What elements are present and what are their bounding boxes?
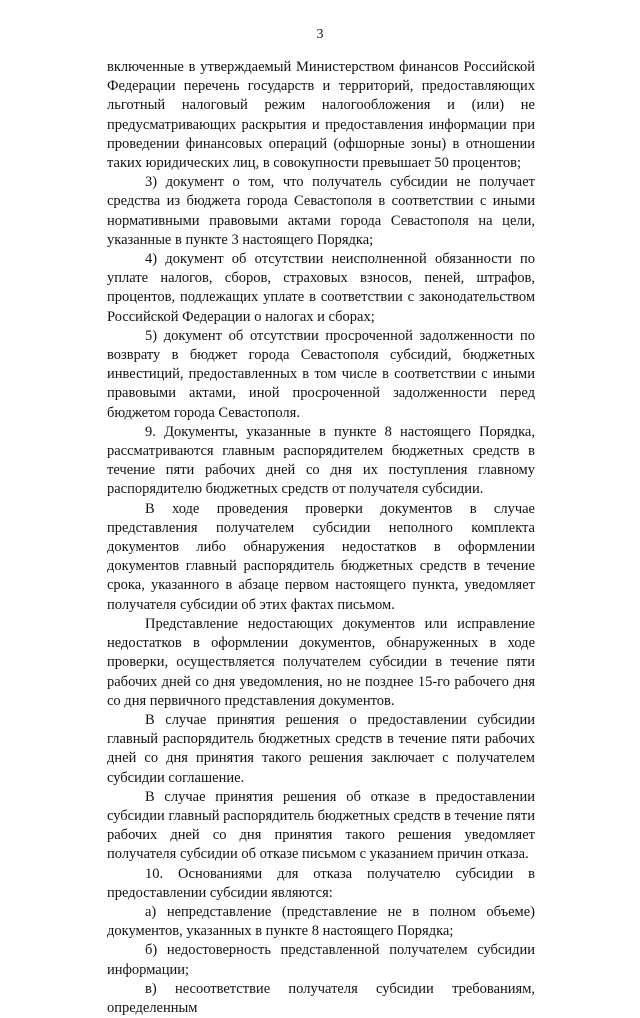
page-number: 3: [316, 27, 324, 42]
paragraph-clause-10-a: а) непредставление (представление не в полном объеме) документов, указанных в пункте 8 настоящего Порядка;: [107, 903, 535, 940]
paragraph-clause-9-check: В ходе проведения проверки документов в случае представления получателем субсидии неполного комплекта документов либо обнаружения недостатков в оформлении документов главный распорядитель бюджетных средств в течение срока, указанного в абзаце первом настоящего пункта, уведомляет получателя субсидии об этих фактах письмом.: [107, 500, 535, 613]
paragraph-clause-9-correction: Представление недостающих документов или исправление недостатков в оформлении документов, обнаруженных в ходе проверки, осуществляется получателем субсидии в течение пяти рабочих дней со дня уведомления, но не позднее 15-го рабочего дня со дня первичного представления документов.: [107, 615, 535, 709]
paragraph-item-3: 3) документ о том, что получатель субсидии не получает средства из бюджета города Севастополя в соответствии с иными нормативными правовыми актами города Севастополя на цели, указанные в пункте 3 настоящего Порядка;: [107, 174, 535, 248]
paragraph-clause-9-approval: В случае принятия решения о предоставлении субсидии главный распорядитель бюджетных средств в течение пяти рабочих дней со дня принятия такого решения заключает с получателем субсидии соглашение.: [107, 711, 535, 786]
document-body: [107, 58, 535, 1018]
paragraph-clause-10: 10. Основаниями для отказа получателю субсидии в предоставлении субсидии являются:: [107, 865, 535, 901]
paragraph-clause-10-b: б) недостоверность представленной получателем субсидии информации;: [107, 942, 535, 978]
paragraph-clause-10-v: в) несоответствие получателя субсидии требованиям, определенным: [107, 980, 535, 1016]
paragraph-item-5: 5) документ об отсутствии просроченной задолженности по возврату в бюджет города Севастополя субсидий, бюджетных инвестиций, предоставленных в том числе в соответствии с иными правовыми актами, иной просроченной задолженности перед бюджетом города Севастополя.: [107, 327, 535, 421]
paragraph-clause-9: 9. Документы, указанные в пункте 8 настоящего Порядка, рассматриваются главным распорядителем бюджетных средств в течение пяти рабочих дней со дня их поступления главному распорядителю бюджетных средств от получателя субсидии.: [107, 423, 535, 498]
paragraph-continuation: включенные в утверждаемый Министерством финансов Российской Федерации перечень государств и территорий, предоставляющих льготный налоговый режим налогообложения и (или) не предусматривающих раскрытия и предоставления информации при проведении финансовых операций (офшорные зоны) в отношении таких юридических лиц, в совокупности превышает 50 процентов;: [107, 59, 535, 172]
paragraph-clause-9-refusal: В случае принятия решения об отказе в предоставлении субсидии главный распорядитель бюджетных средств в течение пяти рабочих дней со дня принятия такого решения уведомляет получателя субсидии об отказе письмом с указанием причин отказа.: [107, 788, 535, 863]
paragraph-item-4: 4) документ об отсутствии неисполненной обязанности по уплате налогов, сборов, страховых взносов, пеней, штрафов, процентов, подлежащих уплате в соответствии с законодательством Российской Федерации о налогах и сборах;: [107, 251, 535, 325]
